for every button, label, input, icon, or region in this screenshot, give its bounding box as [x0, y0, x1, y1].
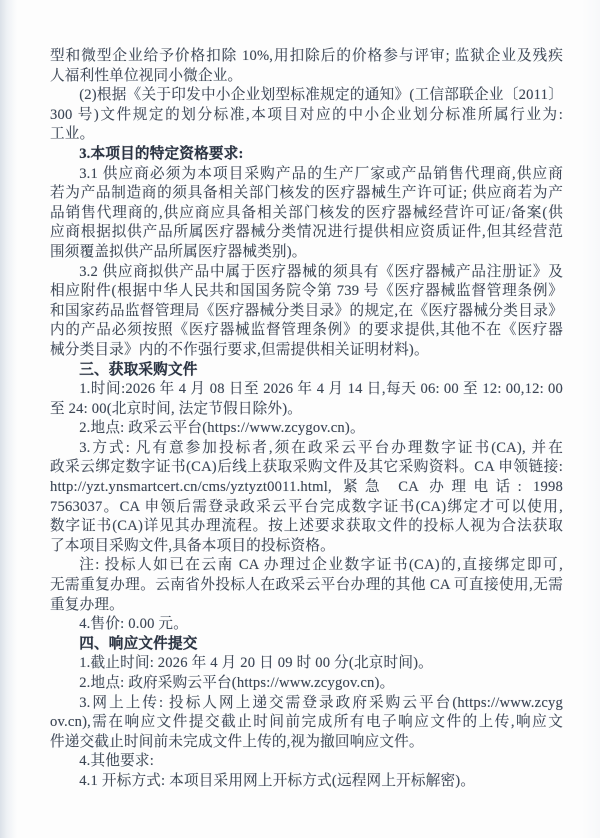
section-heading: 四、响应文件提交 [79, 635, 198, 652]
document-line: 4.其他要求: [79, 753, 154, 770]
document-line: 2.地点: 政采云平台(https://www.zcygov.cn)。 [79, 420, 365, 437]
section-heading: 三、获取采购文件 [79, 361, 198, 378]
document-line: 械分类目录》内的不作强行要求,但需提供相关证明材料)。 [50, 341, 429, 358]
document-line: 围须覆盖拟供产品所属医疗器械类别)。 [50, 243, 307, 260]
document-line: 4.售价: 0.00 元。 [79, 616, 188, 633]
document-line: (2)根据《关于印发中小企业划型标准规定的通知》(工信部联企业〔2011〕 [79, 87, 563, 104]
document-line: 和国家药品监督管理局《医疗器械分类目录》的规定,在《医疗器械分类目录》 [50, 302, 563, 319]
document-line: ov.cn),需在响应文件提交截止时间前完成所有电子响应文件的上传,响应文 [50, 714, 563, 731]
document-line: 若为产品制造商的须具备相关部门核发的医疗器械生产许可证; 供应商若为产 [50, 185, 563, 202]
document-line: 3.网上上传: 投标人网上递交需登录政府采购云平台(https://www.zcyg [79, 694, 563, 711]
document-line: 人福利性单位视同小微企业。 [50, 67, 243, 84]
document-line: 应商根据拟供产品所属医疗器械分类情况进行提供相应资质证件,但其经营范 [50, 224, 563, 241]
document-line: 300 号)文件规定的划分标准,本项目对应的中小企业划分标准所属行业为: [50, 106, 563, 123]
document-line: 无需重复办理。云南省外投标人在政采云平台办理的其他 CA 可直接使用,无需 [50, 577, 563, 594]
document-line: 4.1 开标方式: 本项目采用网上开标方式(远程网上开标解密)。 [79, 772, 476, 789]
document-line: 3.方式: 凡有意参加投标者,须在政采云平台办理数字证书(CA), 并在 [79, 439, 563, 456]
document-line: 型和微型企业给予价格扣除 10%,用扣除后的价格参与评审; 监狱企业及残疾 [50, 48, 563, 64]
document-line: 重复办理。 [50, 596, 124, 613]
document-line: 内的产品必须按照《医疗器械监督管理条例》的要求提供,其他不在《医疗器 [50, 322, 563, 339]
section-heading: 3.本项目的特定资格要求: [79, 145, 244, 162]
document-line: 品销售代理商的,供应商应具备相关部门核发的医疗器械经营许可证/备案(供 [50, 204, 563, 221]
document-line: 2.地点: 政府采购云平台(https://www.zcygov.cn)。 [79, 675, 395, 691]
document-line: 件递交截止时间前未完成文件上传的,视为撤回响应文件。 [50, 733, 424, 750]
document-line: 数字证书(CA)详见其办理流程。按上述要求获取文件的投标人视为合法获取 [50, 518, 563, 535]
document-line: 3.1 供应商必须为本项目采购产品的生产厂家或产品销售代理商,供应商 [79, 165, 563, 182]
document-line: 1.时间:2026 年 4 月 08 日至 2026 年 4 月 14 日,每天 06: 00 至 12: 00,12: 00 [79, 381, 563, 398]
document-line: 政采云绑定数字证书(CA)后线上获取采购文件及其它采购资料。CA 申领链接: [50, 459, 563, 476]
document-line: 3.2 供应商拟供产品中属于医疗器械的须具有《医疗器械产品注册证》及 [79, 263, 563, 280]
document-line: http://yzt.ynsmartcert.cn/cms/yztyzt0011.html, 紧急 CA 办理电话: 1998 [50, 479, 563, 496]
document-line: 1.截止时间: 2026 年 4 月 20 日 09 时 00 分(北京时间)。 [79, 655, 433, 672]
document-line: 注: 投标人如已在云南 CA 办理过企业数字证书(CA)的,直接绑定即可, [79, 557, 563, 574]
document-line: 7563037。CA 申领后需登录政采云平台完成数字证书(CA)绑定才可以使用, [50, 498, 563, 515]
document-line: 相应附件(根据中华人民共和国国务院令第 739 号《医疗器械监督管理条例》 [50, 283, 563, 300]
document-line: 工业。 [50, 126, 95, 143]
document-line: 至 24: 00(北京时间, 法定节假日除外)。 [50, 400, 303, 417]
document-line: 了本项目采购文件,具备本项目的投标资格。 [50, 537, 335, 554]
